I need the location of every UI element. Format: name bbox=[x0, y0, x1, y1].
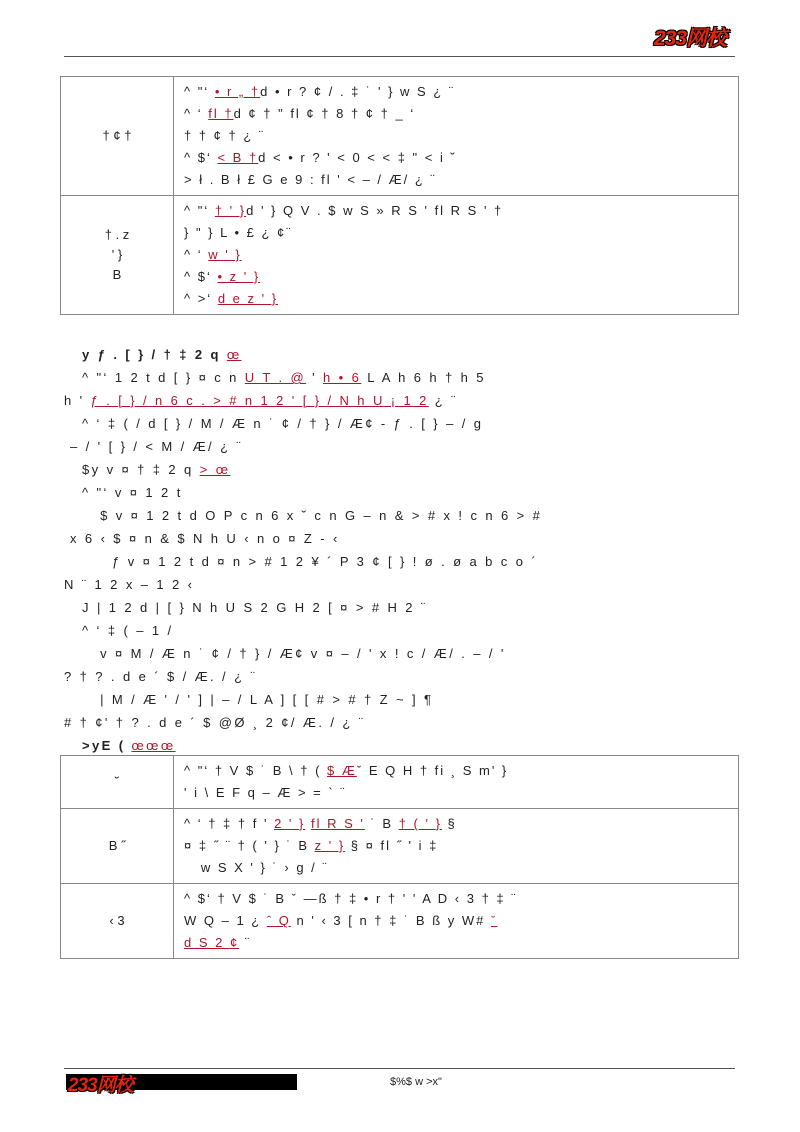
text-segment: ^ "‘ † V $ ˙ B \ † ( bbox=[184, 763, 328, 778]
text-segment: n ' ‹ 3 [ n † ‡ ˙ B ß y W# bbox=[290, 913, 491, 928]
text-segment: ˇ E Q H † fi ¸ S m' } bbox=[356, 763, 509, 778]
link-text[interactable]: < B † bbox=[217, 150, 259, 165]
text-segment: d • r ? ¢ / . ‡ ˙ ' } w S ¿ ¨ bbox=[260, 84, 456, 99]
row-content bbox=[174, 196, 739, 315]
text-segment: ? † ? . d e ´ $ / Æ. / ¿ ¨ bbox=[64, 669, 258, 684]
link-text[interactable]: d e z ' } bbox=[217, 291, 279, 306]
text-segment: – / ' [ } / < M / Æ/ ¿ ¨ bbox=[64, 439, 244, 454]
text-segment: ' i \ E F q – Æ > = ` ¨ bbox=[184, 785, 347, 800]
content-line bbox=[184, 288, 730, 310]
link-text[interactable]: œœœ bbox=[131, 738, 176, 753]
link-text[interactable]: † ' } bbox=[214, 203, 247, 218]
text-segment: d < • r ? ' < 0 < < ‡ " < i ˘ bbox=[258, 150, 457, 165]
text-segment: d ' } Q V . $ w S » R S ' fl R S ' † bbox=[246, 203, 504, 218]
text-segment: > ł . B ł £ G e 9 : fl ' < – / Æ/ ¿ ¨ bbox=[184, 172, 437, 187]
content-line bbox=[184, 888, 730, 910]
text-segment: ^ ‘ bbox=[184, 106, 209, 121]
text-segment: ^ ‘ bbox=[184, 247, 209, 262]
content-line bbox=[184, 813, 730, 835]
text-segment: ^ $‘ † V $ ˙ B ˇ —ß † ‡ • r † ' ' A D ‹ 3 † ‡ ¨ bbox=[184, 891, 518, 906]
text-segment: ^ "‘ bbox=[184, 84, 215, 99]
content-line bbox=[184, 760, 730, 782]
paragraph-line bbox=[64, 412, 744, 435]
text-segment: W Q – 1 ¿ bbox=[184, 913, 267, 928]
text-segment: h ' bbox=[64, 393, 91, 408]
link-text[interactable]: fl R S ' bbox=[310, 816, 365, 831]
table-row bbox=[61, 77, 739, 196]
brand-logo: 233网校 bbox=[654, 27, 727, 50]
page-number: $%$ w >x" bbox=[390, 1076, 442, 1088]
text-segment: >yE ( bbox=[64, 738, 132, 753]
text-segment: J | 1 2 d | [ } N h U S 2 G H 2 [ ¤ > # H 2 ¨ bbox=[64, 600, 428, 615]
text-segment: § ¤ fl ˝ ' i ‡ bbox=[345, 838, 439, 853]
content-line bbox=[184, 222, 730, 244]
row-label-line: ' } bbox=[111, 247, 123, 262]
text-segment: ^ ‘ ‡ ( / d [ } / M / Æ n ˙ ¢ / † } / Æ¢ - ƒ . [ } – / g bbox=[64, 416, 484, 431]
text-segment: # † ¢' † ? . d e ´ $ @Ø ¸ 2 ¢/ Æ. / ¿ ¨ bbox=[64, 715, 366, 730]
paragraph-line bbox=[64, 688, 744, 711]
link-text[interactable]: U T . @ bbox=[244, 370, 307, 385]
link-text[interactable]: $ Æ bbox=[327, 763, 357, 778]
row-label bbox=[61, 756, 174, 809]
content-line bbox=[184, 103, 730, 125]
text-segment: L A h 6 h † h 5 bbox=[361, 370, 486, 385]
text-segment: | M / Æ ' / ' ] | – / L A ] [ [ # > # † Z ~ ] ¶ bbox=[64, 692, 434, 707]
paragraph-line bbox=[64, 366, 744, 389]
paragraph-line bbox=[64, 343, 744, 366]
content-line bbox=[184, 857, 730, 879]
link-text[interactable]: • r „ † bbox=[214, 84, 261, 99]
paragraph-line bbox=[64, 504, 744, 527]
table-row bbox=[61, 196, 739, 315]
content-line bbox=[184, 835, 730, 857]
body-paragraphs bbox=[64, 343, 744, 757]
content-line bbox=[184, 782, 730, 804]
paragraph-line bbox=[64, 550, 744, 573]
paragraph-line bbox=[64, 642, 744, 665]
paragraph-line bbox=[64, 435, 744, 458]
content-line bbox=[184, 147, 730, 169]
row-label-line: ‹ 3 bbox=[109, 913, 125, 928]
text-segment: ˙ B bbox=[364, 816, 399, 831]
row-label bbox=[61, 77, 174, 196]
text-segment: ^ "‘ 1 2 t d [ } ¤ c n bbox=[64, 370, 245, 385]
paragraph-line bbox=[64, 458, 744, 481]
paragraph-line bbox=[64, 619, 744, 642]
table-row bbox=[61, 809, 739, 884]
link-text[interactable]: fl † bbox=[208, 106, 234, 121]
text-segment: § bbox=[441, 816, 457, 831]
row-content bbox=[174, 77, 739, 196]
row-label-line: ˘ bbox=[114, 774, 120, 789]
text-segment: ^ $‘ bbox=[184, 269, 218, 284]
text-segment: ¨ bbox=[239, 935, 252, 950]
paragraph-line bbox=[64, 573, 744, 596]
content-line bbox=[184, 169, 730, 191]
link-text[interactable]: † ( ' } bbox=[398, 816, 442, 831]
row-content bbox=[174, 756, 739, 809]
link-text[interactable]: œ bbox=[226, 347, 242, 362]
paragraph-line bbox=[64, 596, 744, 619]
text-segment: d ¢ † " fl ¢ † 8 † ¢ † _ ‘ bbox=[233, 106, 416, 121]
row-label-line: † . z bbox=[104, 227, 130, 242]
paragraph-line bbox=[64, 711, 744, 734]
row-label-line: B ˝ bbox=[108, 838, 126, 853]
link-text[interactable]: ˇ bbox=[491, 913, 498, 928]
row-label bbox=[61, 884, 174, 959]
text-segment: v ¤ M / Æ n ˙ ¢ / † } / Æ¢ v ¤ – / ' x ! c / Æ/ . – / ' bbox=[64, 646, 506, 661]
text-segment: $y v ¤ † ‡ 2 q bbox=[64, 462, 200, 477]
link-text[interactable]: ƒ . [ } / n 6 c . > # n 1 2 ' [ } / N h U ¡ 1 2 bbox=[90, 393, 429, 408]
text-segment: ^ ‘ ‡ ( – 1 / bbox=[64, 623, 174, 638]
text-segment: † † ¢ † ¿ ¨ bbox=[184, 128, 266, 143]
header-divider bbox=[64, 56, 735, 57]
text-segment: ^ >‘ bbox=[184, 291, 218, 306]
link-text[interactable]: d S 2 ¢ bbox=[184, 935, 240, 950]
footer-logo: 233网校 bbox=[68, 1075, 133, 1096]
text-segment: y ƒ . [ } / † ‡ 2 q bbox=[64, 347, 227, 362]
text-segment: ¤ ‡ ˝ ¨ † ( ' } ˙ B bbox=[184, 838, 315, 853]
row-content bbox=[174, 884, 739, 959]
text-segment: x 6 ‹ $ ¤ n & $ N h U ‹ n o ¤ Z - ‹ bbox=[64, 531, 340, 546]
paragraph-line bbox=[64, 481, 744, 504]
table-row bbox=[61, 884, 739, 959]
row-content bbox=[174, 809, 739, 884]
link-text[interactable]: z ' } bbox=[314, 838, 346, 853]
text-segment: } " } L • £ ¿ ¢¨ bbox=[184, 225, 293, 240]
info-table-1 bbox=[60, 76, 739, 315]
content-line bbox=[184, 200, 730, 222]
link-text[interactable]: > œ bbox=[199, 462, 231, 477]
text-segment: ¿ ¨ bbox=[428, 393, 458, 408]
content-line bbox=[184, 244, 730, 266]
link-text[interactable]: • z ' } bbox=[217, 269, 261, 284]
link-text[interactable]: 2 ' } bbox=[274, 816, 306, 831]
paragraph-line bbox=[64, 734, 744, 757]
link-text[interactable]: w ' } bbox=[208, 247, 242, 262]
content-line bbox=[184, 81, 730, 103]
row-label-line: † ¢ † bbox=[102, 128, 132, 143]
text-segment: ' bbox=[306, 370, 324, 385]
footer-divider bbox=[64, 1068, 735, 1069]
link-text[interactable]: h • 6 bbox=[323, 370, 362, 385]
row-label-line: B bbox=[112, 267, 122, 282]
content-line bbox=[184, 266, 730, 288]
text-segment: ^ ‘ † ‡ † f ' bbox=[184, 816, 275, 831]
paragraph-line bbox=[64, 665, 744, 688]
content-line bbox=[184, 932, 730, 954]
text-segment: ƒ v ¤ 1 2 t d ¤ n > # 1 2 ¥ ´ P 3 ¢ [ } ! ø . ø a b c o ´ bbox=[64, 554, 539, 569]
link-text[interactable]: ˆ Q bbox=[266, 913, 291, 928]
content-line bbox=[184, 125, 730, 147]
table-row bbox=[61, 756, 739, 809]
info-table-2 bbox=[60, 755, 739, 959]
paragraph-line bbox=[64, 527, 744, 550]
text-segment: ^ "‘ v ¤ 1 2 t bbox=[64, 485, 183, 500]
row-label bbox=[61, 196, 174, 315]
text-segment: w S X ' } ˙ › g / ¨ bbox=[184, 860, 329, 875]
paragraph-line bbox=[64, 389, 744, 412]
text-segment: ^ $‘ bbox=[184, 150, 218, 165]
text-segment: N ¨ 1 2 x – 1 2 ‹ bbox=[64, 577, 195, 592]
row-label bbox=[61, 809, 174, 884]
text-segment: ^ "‘ bbox=[184, 203, 215, 218]
text-segment: $ v ¤ 1 2 t d O P c n 6 x ˘ c n G – n & > # x ! c n 6 > # bbox=[64, 508, 543, 523]
content-line bbox=[184, 910, 730, 932]
